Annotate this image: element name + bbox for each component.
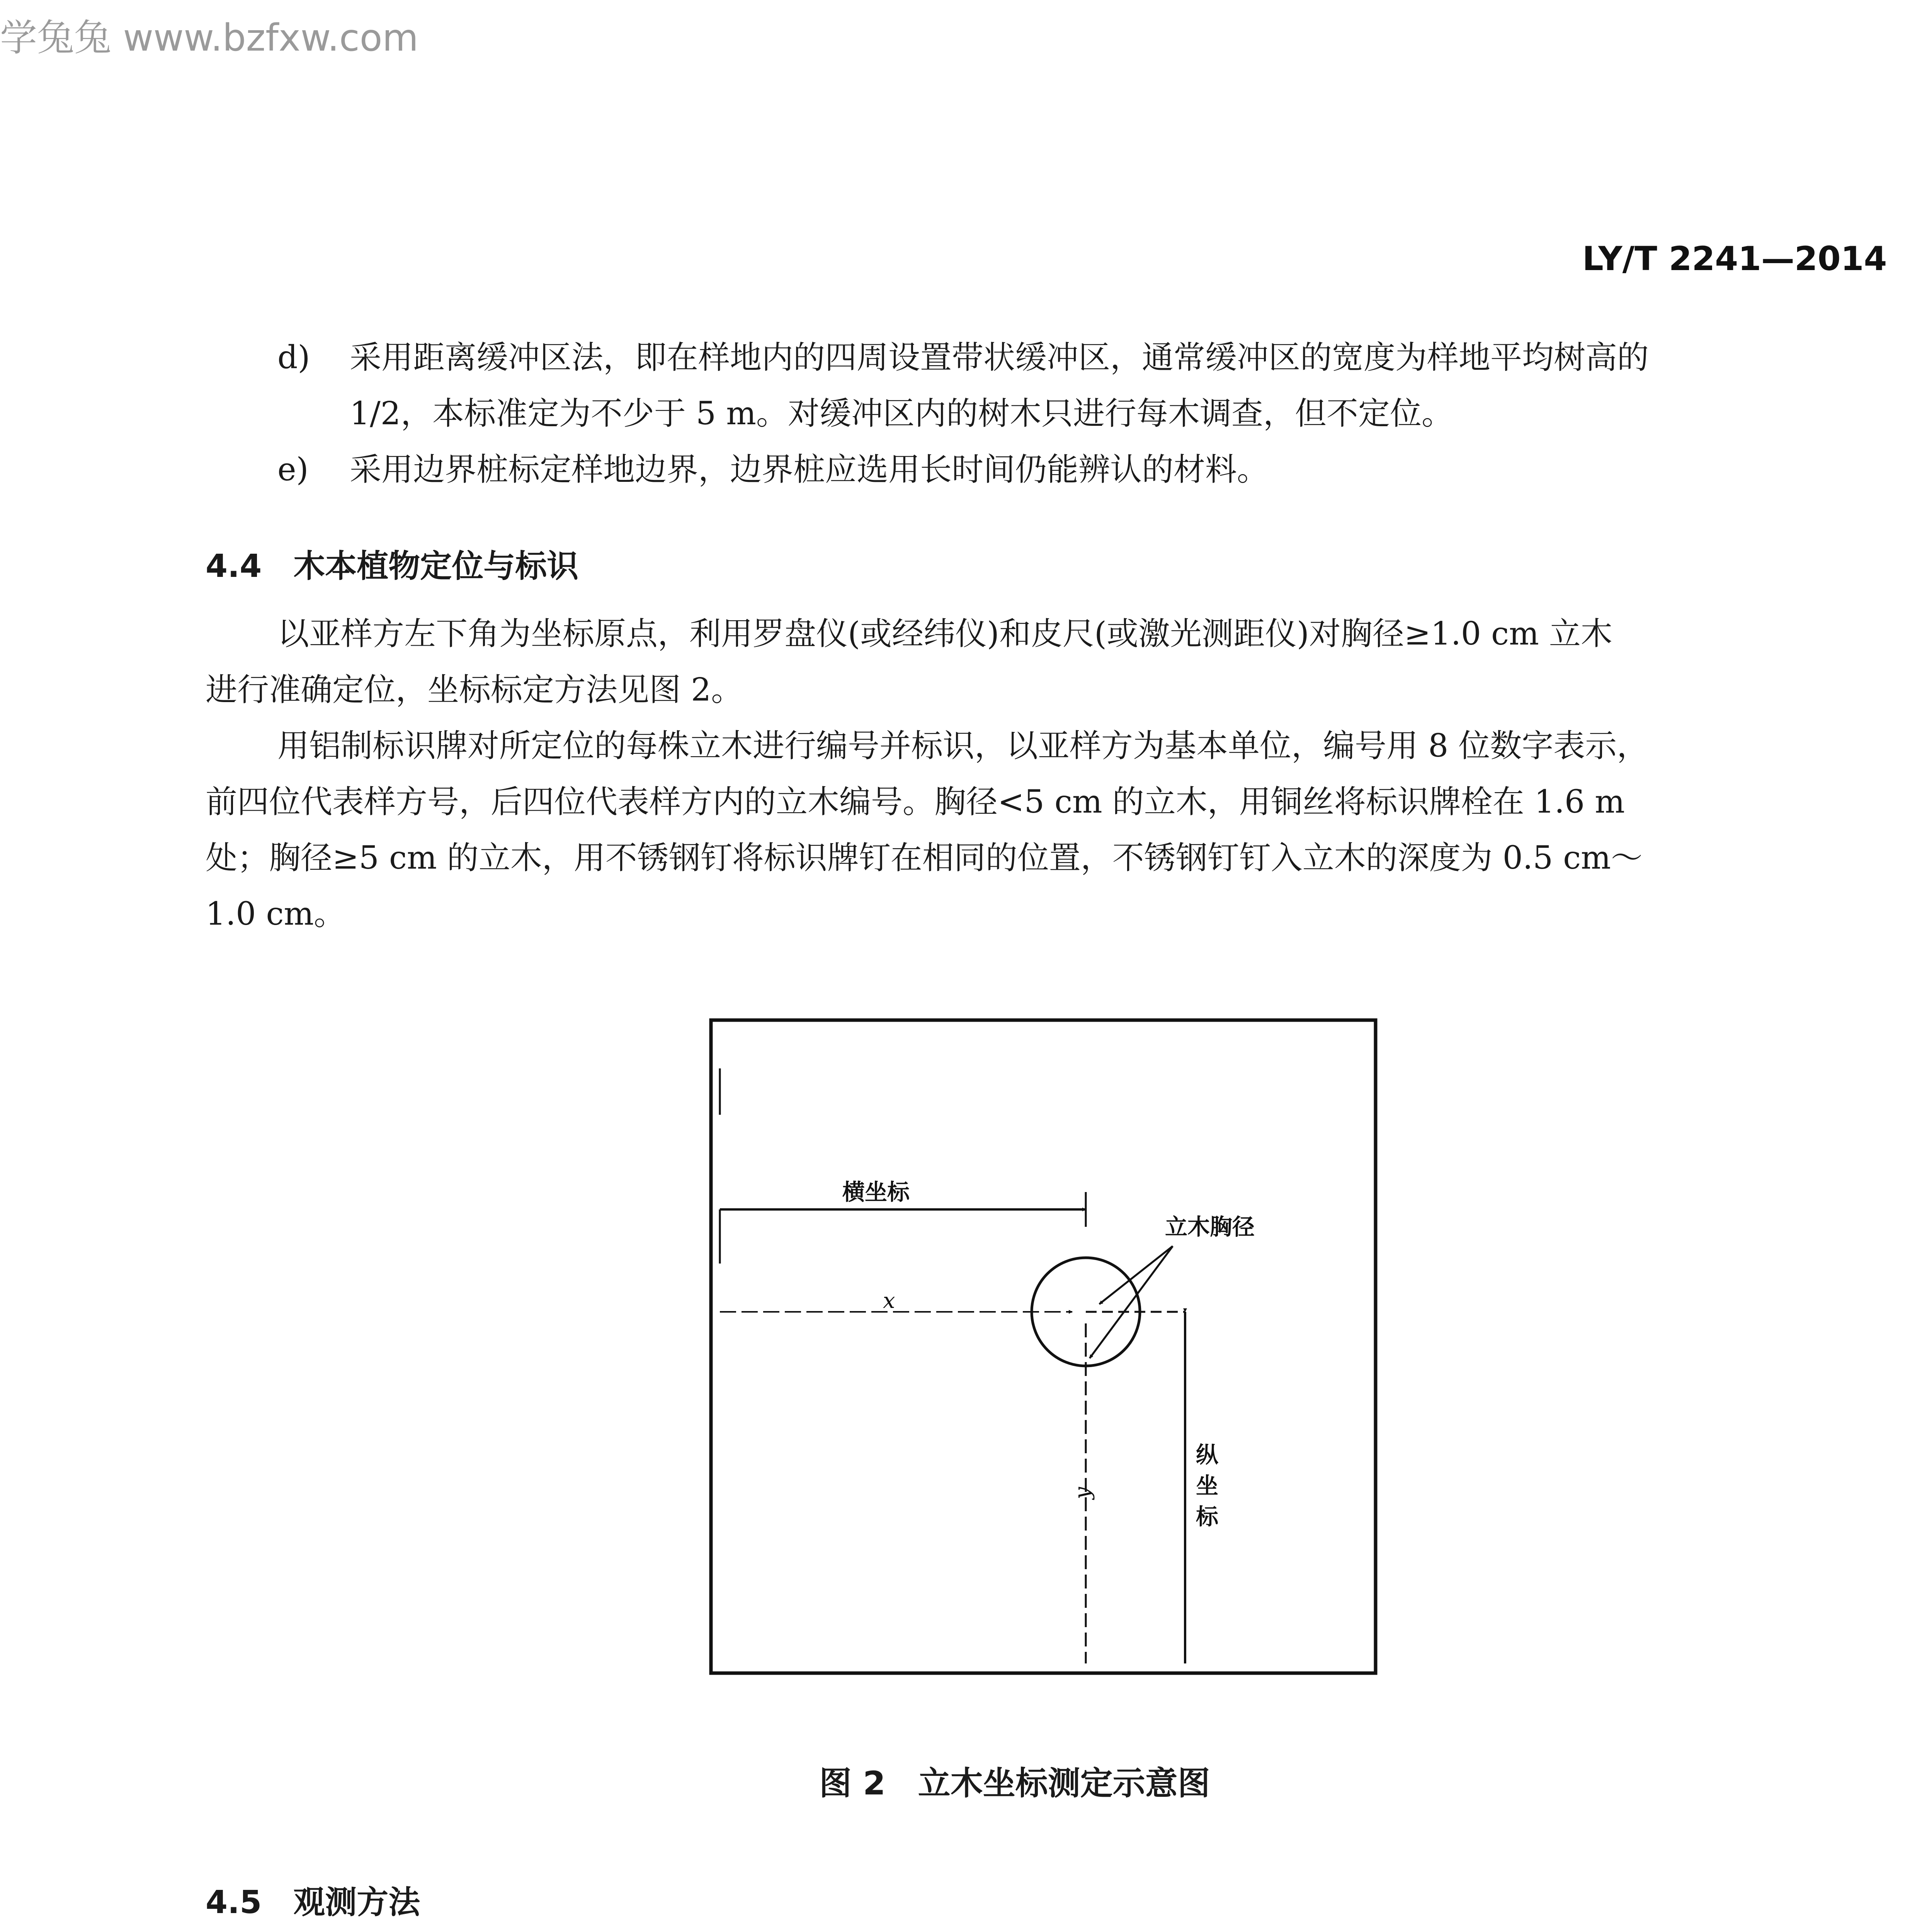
- item-d-line1: 采用距离缓冲区法，即在样地内的四周设置带状缓冲区，通常缓冲区的宽度为样地平均树高的: [350, 339, 1649, 376]
- item-d-label: d): [277, 339, 310, 376]
- item-d-line2: 1/2，本标准定为不少于 5 m。对缓冲区内的树木只进行每木调查，但不定位。: [350, 395, 1454, 432]
- item-e-label: e): [277, 451, 309, 488]
- section-4-5-heading: 4.5 观测方法: [206, 1884, 420, 1921]
- section-4-4-p1-line2: 进行准确定位，坐标标定方法见图 2。: [206, 672, 743, 708]
- horizontal-coordinate-label: 横坐标: [842, 1179, 910, 1205]
- item-e-line1: 采用边界桩标定样地边界，边界桩应选用长时间仍能辨认的材料。: [350, 451, 1269, 488]
- section-4-4-p2-line2: 前四位代表样方号，后四位代表样方内的立木编号。胸径<5 cm 的立木，用铜丝将标识牌栓在 1.6 m: [206, 784, 1625, 820]
- section-4-4-p2-line4: 1.0 cm。: [206, 896, 346, 932]
- figure-2-diagram: [709, 1018, 1378, 1675]
- vertical-label-2: 坐: [1196, 1473, 1219, 1499]
- x-label: x: [883, 1288, 895, 1313]
- vertical-label-1: 纵: [1196, 1442, 1219, 1468]
- y-label: y: [1070, 1487, 1095, 1499]
- section-4-4-p2-line3: 处；胸径≥5 cm 的立木，用不锈钢钉将标识牌钉在相同的位置，不锈钢钉钉入立木的深度为 0.5 cm～: [206, 840, 1643, 876]
- figure-2-caption: 图 2 立木坐标测定示意图: [819, 1764, 1210, 1802]
- dbh-label: 立木胸径: [1165, 1214, 1255, 1240]
- section-4-4-p2-line1: 用铝制标识牌对所定位的每株立木进行编号并标识，以亚样方为基本单位，编号用 8 位数字表示，: [277, 728, 1649, 764]
- section-4-4-heading: 4.4 木本植物定位与标识: [206, 548, 579, 585]
- watermark: 学兔兔 www.bzfxw.com: [0, 16, 418, 60]
- section-4-4-p1-line1: 以亚样方左下角为坐标原点，利用罗盘仪(或经纬仪)和皮尺(或激光测距仪)对胸径≥1.0 cm 立木: [277, 616, 1612, 652]
- standard-code-header: LY/T 2241—2014: [1582, 240, 1887, 278]
- vertical-label-3: 标: [1196, 1503, 1219, 1530]
